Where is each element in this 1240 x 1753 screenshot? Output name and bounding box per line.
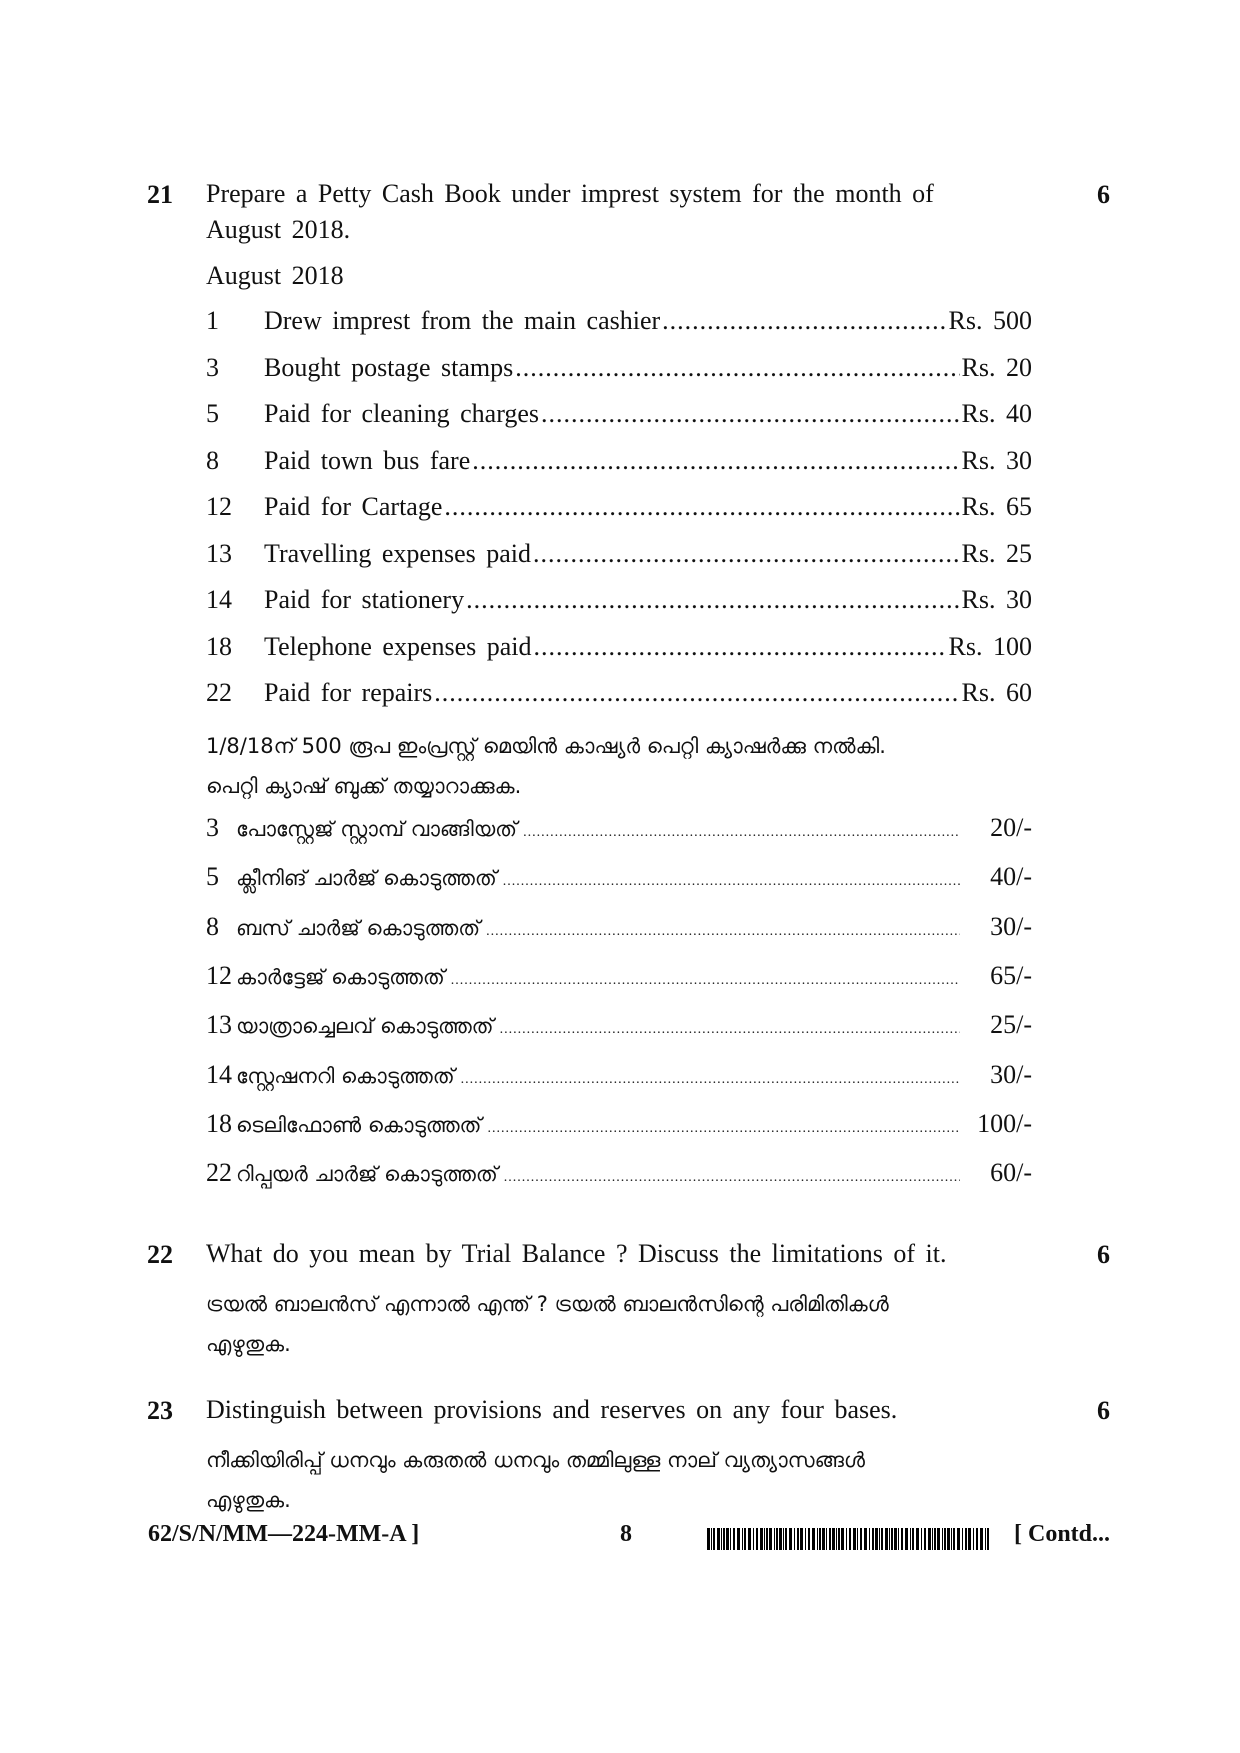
transaction-amount: Rs. 20 bbox=[961, 352, 1032, 382]
ml-transaction-row bbox=[206, 1109, 1032, 1143]
leader-dots bbox=[662, 306, 946, 336]
question-21-text bbox=[206, 176, 1066, 248]
leader-dots bbox=[444, 492, 959, 522]
ml-transaction-date: 22 bbox=[206, 1158, 232, 1188]
ml-transaction-amount: 100/- bbox=[977, 1108, 1032, 1138]
transaction-row bbox=[206, 306, 1032, 340]
transaction-date: 22 bbox=[206, 678, 232, 707]
ml-transaction-description: കാർട്ടേജ് കൊടുത്തത് bbox=[236, 964, 445, 989]
leader-dots bbox=[472, 446, 959, 476]
leader-dots bbox=[515, 353, 959, 383]
transaction-date: 18 bbox=[206, 631, 232, 661]
leader-dots bbox=[434, 678, 959, 708]
question-23-marks: 6 bbox=[1097, 1396, 1110, 1425]
transaction-amount: Rs. 40 bbox=[961, 399, 1032, 428]
paper-code: 62/S/N/MM—224-MM-A ] bbox=[148, 1521, 420, 1547]
question-22-text: What do you mean by Trial Balance ? Discuss the limitations of it. bbox=[206, 1239, 947, 1268]
question-23-malayalam bbox=[206, 1440, 1066, 1520]
ml-transaction-description: ബസ് ചാർജ് കൊടുത്തത് bbox=[236, 915, 481, 940]
leader-dots bbox=[504, 1170, 960, 1186]
transaction-date: 13 bbox=[206, 538, 232, 568]
transaction-date: 5 bbox=[206, 399, 219, 428]
ml-transaction-description: ടെലിഫോൺ കൊടുത്തത് bbox=[236, 1112, 482, 1137]
leader-dots bbox=[466, 585, 959, 615]
ml-transaction-amount: 25/- bbox=[990, 1010, 1032, 1040]
question-22-marks: 6 bbox=[1097, 1240, 1110, 1269]
transaction-date: 8 bbox=[206, 445, 219, 475]
ml-transaction-date: 8 bbox=[206, 911, 219, 941]
leader-dots bbox=[533, 539, 960, 569]
question-21-number: 21 bbox=[147, 180, 173, 209]
q23-ml-line2: എഴുതുക. bbox=[206, 1488, 291, 1512]
leader-dots bbox=[503, 874, 960, 890]
transaction-row bbox=[206, 539, 1032, 573]
leader-dots bbox=[541, 399, 959, 429]
ml-transaction-description: പോസ്റ്റേജ് സ്റ്റാമ്പ് വാങ്ങിയത് bbox=[236, 817, 518, 841]
transaction-amount: Rs. 30 bbox=[961, 445, 1032, 475]
ml-transaction-amount: 40/- bbox=[990, 862, 1032, 892]
ml-transaction-date: 5 bbox=[206, 862, 219, 892]
transaction-description: Telephone expenses paid bbox=[264, 631, 532, 661]
transaction-description: Bought postage stamps bbox=[264, 352, 514, 382]
continued-label: [ Contd... bbox=[1014, 1521, 1111, 1547]
leader-dots bbox=[461, 1072, 960, 1088]
ml-intro-line2: പെറ്റി ക്യാഷ് ബുക്ക് തയ്യാറാക്കുക. bbox=[206, 774, 522, 798]
transaction-date: 14 bbox=[206, 585, 232, 614]
ml-transaction-row bbox=[206, 813, 1032, 847]
transaction-amount: Rs. 500 bbox=[948, 306, 1032, 335]
ml-transaction-description: യാത്രാച്ചെലവ് കൊടുത്തത് bbox=[236, 1014, 494, 1039]
transaction-row bbox=[206, 492, 1032, 526]
ml-transaction-amount: 65/- bbox=[990, 960, 1032, 990]
transaction-description: Paid town bus fare bbox=[264, 445, 471, 475]
page-number: 8 bbox=[620, 1521, 632, 1547]
ml-transaction-row bbox=[206, 912, 1032, 946]
leader-dots bbox=[486, 924, 960, 940]
leader-dots bbox=[523, 825, 960, 841]
ml-transaction-description: സ്റ്റേഷനറി കൊടുത്തത് bbox=[236, 1063, 455, 1088]
question-21-malayalam-intro bbox=[206, 726, 1066, 806]
transaction-amount: Rs. 30 bbox=[961, 585, 1032, 614]
leader-dots bbox=[500, 1022, 960, 1038]
question-23-text: Distinguish between provisions and reserves on any four bases. bbox=[206, 1395, 898, 1424]
transaction-date: 1 bbox=[206, 306, 219, 335]
transaction-description: Paid for cleaning charges bbox=[264, 399, 540, 428]
question-21-line2: August 2018. bbox=[206, 215, 351, 244]
transaction-description: Travelling expenses paid bbox=[264, 538, 531, 568]
question-21-marks: 6 bbox=[1097, 180, 1110, 209]
ml-transaction-row bbox=[206, 961, 1032, 995]
transaction-row bbox=[206, 632, 1032, 666]
transaction-row bbox=[206, 678, 1032, 712]
ml-transaction-amount: 20/- bbox=[990, 813, 1032, 842]
transaction-amount: Rs. 60 bbox=[961, 678, 1032, 707]
transaction-date: 12 bbox=[206, 492, 232, 521]
ml-transaction-description: റിപ്പയർ ചാർജ് കൊടുത്തത് bbox=[236, 1162, 498, 1187]
transaction-amount: Rs. 25 bbox=[961, 538, 1032, 568]
leader-dots bbox=[534, 632, 947, 662]
ml-transaction-date: 3 bbox=[206, 813, 219, 842]
question-22-malayalam bbox=[206, 1284, 1066, 1364]
transaction-description: Paid for repairs bbox=[264, 678, 433, 707]
ml-transaction-row bbox=[206, 1060, 1032, 1094]
transaction-row bbox=[206, 399, 1032, 433]
ml-transaction-date: 18 bbox=[206, 1108, 232, 1138]
transaction-description: Paid for stationery bbox=[264, 585, 465, 614]
ml-transaction-row bbox=[206, 1010, 1032, 1044]
question-22-number: 22 bbox=[147, 1240, 173, 1269]
ml-transaction-row bbox=[206, 1158, 1032, 1192]
ml-transaction-amount: 30/- bbox=[990, 1059, 1032, 1089]
q23-ml-line1: നീക്കിയിരിപ്പ് ധനവും കരുതൽ ധനവും തമ്മിലുള്ള നാല് വ്യത്യാസങ്ങൾ bbox=[206, 1448, 865, 1472]
leader-dots bbox=[451, 973, 960, 989]
ml-transaction-amount: 30/- bbox=[990, 911, 1032, 941]
ml-transaction-amount: 60/- bbox=[990, 1158, 1032, 1188]
question-21-line1: Prepare a Petty Cash Book under imprest system for the month of bbox=[206, 179, 934, 208]
ml-transaction-date: 14 bbox=[206, 1059, 232, 1089]
question-21-period: August 2018 bbox=[206, 261, 344, 290]
transaction-row bbox=[206, 585, 1032, 619]
ml-transaction-date: 13 bbox=[206, 1010, 232, 1040]
transaction-date: 3 bbox=[206, 352, 219, 382]
transaction-row bbox=[206, 353, 1032, 387]
transaction-amount: Rs. 65 bbox=[961, 492, 1032, 521]
q22-ml-line1: ട്രയൽ ബാലൻസ് എന്നാൽ എന്ത് ? ട്രയൽ ബാലൻസിന്റെ പരിമിതികൾ bbox=[206, 1292, 889, 1316]
barcode bbox=[707, 1528, 990, 1550]
ml-transaction-row bbox=[206, 862, 1032, 896]
transaction-row bbox=[206, 446, 1032, 480]
question-23-number: 23 bbox=[147, 1396, 173, 1425]
ml-transaction-description: ക്ലീനിങ് ചാർജ് കൊടുത്തത് bbox=[236, 866, 497, 891]
ml-intro-line1: 1/8/18ന് 500 രൂപ ഇംപ്രസ്റ്റ് മെയിൻ കാഷ്യർ പെറ്റി ക്യാഷർക്കു നൽകി. bbox=[206, 734, 886, 758]
transaction-amount: Rs. 100 bbox=[948, 631, 1032, 661]
transaction-description: Paid for Cartage bbox=[264, 492, 443, 521]
q22-ml-line2: എഴുതുക. bbox=[206, 1332, 291, 1356]
transaction-description: Drew imprest from the main cashier bbox=[264, 306, 661, 335]
leader-dots bbox=[487, 1121, 960, 1137]
ml-transaction-date: 12 bbox=[206, 960, 232, 990]
